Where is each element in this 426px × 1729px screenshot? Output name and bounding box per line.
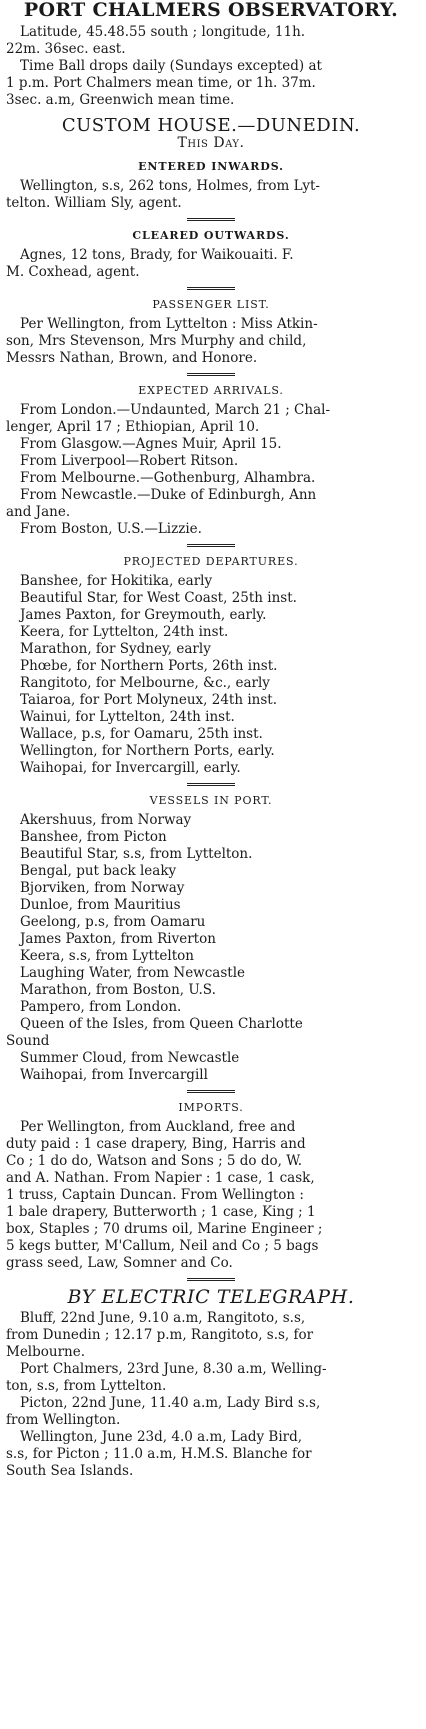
vessel-line: Banshee, from Picton <box>20 829 167 845</box>
departure-item: Banshee, for Hokitika, early <box>20 573 213 589</box>
vessel-line: Dunloe, from Mauritius <box>20 897 181 913</box>
observatory-title: PORT CHALMERS OBSERVATORY. <box>23 0 399 21</box>
section-divider <box>187 373 235 376</box>
import-line: duty paid : 1 case drapery, Bing, Harris and <box>6 1136 306 1152</box>
notice-line: 3sec. a.m, Greenwich mean time. <box>6 92 235 108</box>
custom-house-subtitle: This Day. <box>177 135 245 151</box>
vessel-line: Beautiful Star, s.s, from Lyttelton. <box>20 846 253 862</box>
section-divider <box>187 218 235 221</box>
departure-item: Wellington, for Northern Ports, early. <box>20 743 275 759</box>
import-line: box, Staples ; 70 drums oil, Marine Engineer ; <box>6 1221 323 1237</box>
import-line: 5 kegs butter, M'Callum, Neil and Co ; 5 bags <box>6 1238 319 1254</box>
vessel-line: Geelong, p.s, from Oamaru <box>20 914 206 930</box>
expected-arrivals-section <box>6 402 416 538</box>
vessel-line: Bengal, put back leaky <box>20 863 177 879</box>
departure-item: Rangitoto, for Melbourne, &c., early <box>20 675 270 691</box>
departure-item: Beautiful Star, for West Coast, 25th inst. <box>20 590 297 606</box>
section-divider <box>187 1278 235 1281</box>
vessel-line: Keera, s.s, from Lyttelton <box>20 948 194 964</box>
vessel-line: Summer Cloud, from Newcastle <box>20 1050 240 1066</box>
passenger-line: Per Wellington, from Lyttelton : Miss Atkin- <box>20 316 318 332</box>
import-line: Co ; 1 do do, Watson and Sons ; 5 do do, W. <box>6 1153 303 1169</box>
telegraph-title: BY ELECTRIC TELEGRAPH. <box>67 1286 355 1308</box>
vessel-line: Bjorviken, from Norway <box>20 880 185 896</box>
arrival-line: lenger, April 17 ; Ethiopian, April 10. <box>6 419 260 435</box>
vessels-in-port-heading: VESSELS IN PORT. <box>149 794 273 807</box>
entry-line: Agnes, 12 tons, Brady, for Waikouaiti. F. <box>20 247 294 263</box>
expected-arrivals-heading: EXPECTED ARRIVALS. <box>138 384 284 397</box>
telegraph-line: from Dunedin ; 12.17 p.m, Rangitoto, s.s, for <box>6 1327 314 1343</box>
vessel-line: Pampero, from London. <box>20 999 182 1015</box>
entered-inwards-heading: ENTERED INWARDS. <box>138 160 284 173</box>
import-line: grass seed, Law, Somner and Co. <box>6 1255 233 1271</box>
projected-departures-heading: PROJECTED DEPARTURES. <box>123 555 299 568</box>
arrival-line: From Liverpool—Robert Ritson. <box>20 453 239 469</box>
departure-item: Phœbe, for Northern Ports, 26th inst. <box>20 658 278 674</box>
vessel-line: Sound <box>6 1033 50 1049</box>
notice-line: 22m. 36sec. east. <box>6 41 126 57</box>
import-line: Per Wellington, from Auckland, free and <box>20 1119 296 1135</box>
cleared-outwards-heading: CLEARED OUTWARDS. <box>132 229 290 242</box>
custom-house-title: CUSTOM HOUSE.—DUNEDIN. <box>61 115 361 136</box>
cleared-outwards-section <box>6 247 416 281</box>
telegraph-line: Wellington, June 23d, 4.0 a.m, Lady Bird, <box>20 1429 303 1445</box>
import-line: 1 truss, Captain Duncan. From Wellington : <box>6 1187 304 1203</box>
telegraph-line: Bluff, 22nd June, 9.10 a.m, Rangitoto, s.s, <box>20 1310 306 1326</box>
departure-item: James Paxton, for Greymouth, early. <box>20 607 267 623</box>
arrival-line: and Jane. <box>6 504 71 520</box>
entry-line: Wellington, s.s, 262 tons, Holmes, from Lyt- <box>20 178 320 194</box>
departure-item: Wainui, for Lyttelton, 24th inst. <box>20 709 235 725</box>
telegraph-line: ton, s.s, from Lyttelton. <box>6 1378 167 1394</box>
vessel-line: Laughing Water, from Newcastle <box>20 965 246 981</box>
notice-line: Latitude, 45.48.55 south ; longitude, 11h. <box>20 24 306 40</box>
entered-inwards-section <box>6 178 416 212</box>
section-divider <box>187 783 235 786</box>
section-divider <box>187 287 235 290</box>
passenger-line: son, Mrs Stevenson, Mrs Murphy and child, <box>6 333 307 349</box>
departure-item: Waihopai, for Invercargill, early. <box>20 760 241 776</box>
newspaper-column <box>6 2 416 1480</box>
entry-line: M. Coxhead, agent. <box>6 264 140 280</box>
arrival-line: From London.—Undaunted, March 21 ; Chal- <box>20 402 331 418</box>
arrival-line: From Melbourne.—Gothenburg, Alhambra. <box>20 470 316 486</box>
imports-section <box>6 1119 416 1272</box>
notice-line: 1 p.m. Port Chalmers mean time, or 1h. 37m. <box>6 75 316 91</box>
vessels-in-port-section <box>6 812 416 1084</box>
departure-item: Keera, for Lyttelton, 24th inst. <box>20 624 229 640</box>
departure-item: Wallace, p.s, for Oamaru, 25th inst. <box>20 726 263 742</box>
passenger-line: Messrs Nathan, Brown, and Honore. <box>6 350 258 366</box>
telegraph-line: Picton, 22nd June, 11.40 a.m, Lady Bird s.s, <box>20 1395 321 1411</box>
telegraph-line: from Wellington. <box>6 1412 121 1428</box>
vessel-line: James Paxton, from Riverton <box>20 931 216 947</box>
vessel-line: Marathon, from Boston, U.S. <box>20 982 216 998</box>
passenger-list-heading: PASSENGER LIST. <box>152 298 270 311</box>
notice-line: Time Ball drops daily (Sundays excepted) at <box>20 58 322 74</box>
import-line: and A. Nathan. From Napier : 1 case, 1 cask, <box>6 1170 315 1186</box>
section-divider <box>187 1090 235 1093</box>
telegraph-line: South Sea Islands. <box>6 1463 134 1479</box>
passenger-list-section <box>6 316 416 367</box>
vessel-line: Queen of the Isles, from Queen Charlotte <box>20 1016 303 1032</box>
departure-item: Marathon, for Sydney, early <box>20 641 211 657</box>
vessel-line: Waihopai, from Invercargill <box>20 1067 208 1083</box>
telegraph-section <box>6 1310 416 1480</box>
telegraph-line: Melbourne. <box>6 1344 86 1360</box>
observatory-notice <box>6 24 416 109</box>
imports-heading: IMPORTS. <box>178 1101 244 1114</box>
arrival-line: From Newcastle.—Duke of Edinburgh, Ann <box>20 487 317 503</box>
vessel-line: Akershuus, from Norway <box>20 812 192 828</box>
import-line: 1 bale drapery, Butterworth ; 1 case, King ; 1 <box>6 1204 316 1220</box>
departure-item: Taiaroa, for Port Molyneux, 24th inst. <box>20 692 278 708</box>
arrival-line: From Glasgow.—Agnes Muir, April 15. <box>20 436 282 452</box>
arrival-line: From Boston, U.S.—Lizzie. <box>20 521 202 537</box>
section-divider <box>187 544 235 547</box>
telegraph-line: s.s, for Picton ; 11.0 a.m, H.M.S. Blanche for <box>6 1446 312 1462</box>
telegraph-line: Port Chalmers, 23rd June, 8.30 a.m, Welling- <box>20 1361 327 1377</box>
entry-line: telton. William Sly, agent. <box>6 195 182 211</box>
projected-departures-section <box>6 573 416 777</box>
